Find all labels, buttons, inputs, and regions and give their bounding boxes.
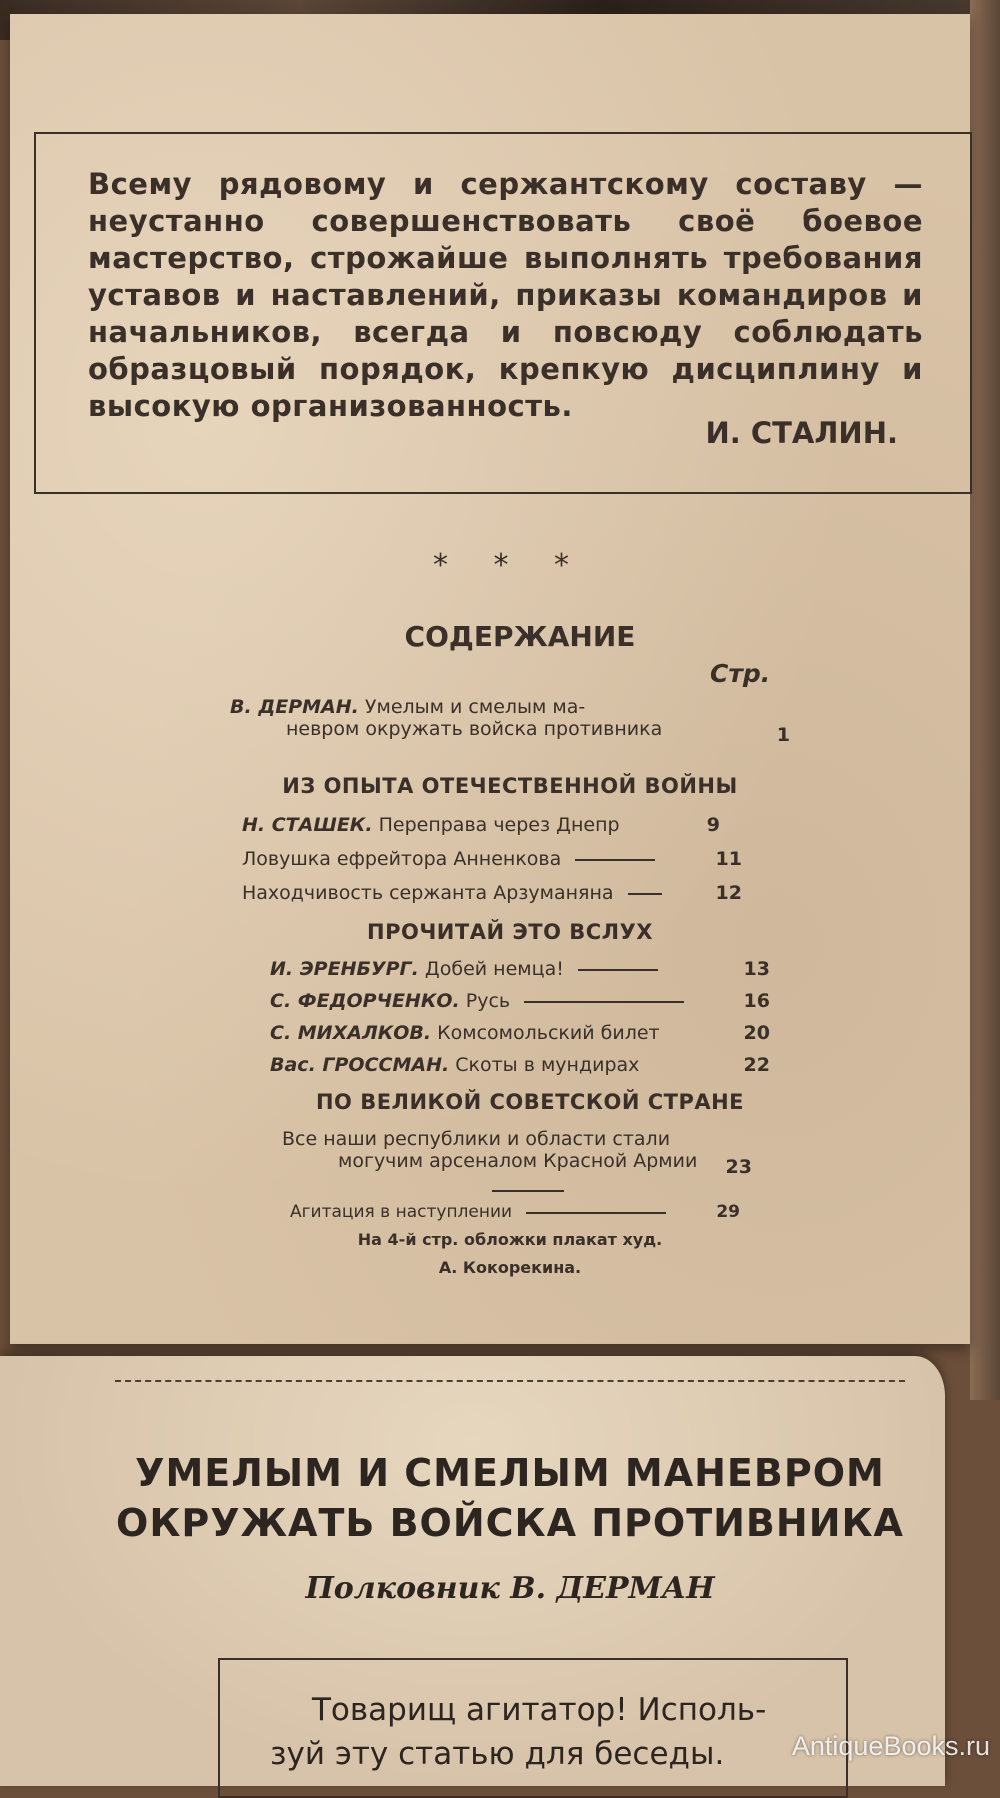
- agitator-box: [218, 1658, 848, 1798]
- toc-entry: [282, 1128, 752, 1178]
- contents-title: СОДЕРЖАНИЕ: [404, 620, 636, 653]
- toc-entry: [242, 848, 790, 870]
- toc-author: С. МИХАЛКОВ.: [270, 1022, 432, 1044]
- toc-page: 16: [743, 990, 770, 1012]
- toc-author: С. ФЕДОРЧЕНКО.: [270, 990, 460, 1012]
- toc-title: Все наши республики и области стали: [282, 1128, 671, 1150]
- book-edge: [970, 0, 1000, 1400]
- toc-leader: [575, 858, 655, 861]
- cover-note-artist: А. Кокорекина.: [438, 1258, 582, 1277]
- toc-author: В. ДЕРМАН.: [230, 696, 359, 718]
- divider: [492, 1190, 564, 1192]
- toc-page: 20: [743, 1022, 770, 1044]
- toc-page: 1: [776, 724, 790, 746]
- top-page: [10, 14, 970, 1344]
- toc-page: 11: [715, 848, 742, 870]
- toc-author: И. ЭРЕНБУРГ.: [270, 958, 419, 980]
- toc-page: 22: [743, 1054, 770, 1076]
- agitator-line2: зуй эту статью для беседы.: [270, 1736, 725, 1772]
- section-heading: ПРОЧИТАЙ ЭТО ВСЛУХ: [367, 920, 653, 944]
- toc-title: Умелым и смелым ма-: [364, 696, 586, 718]
- toc-entry: [270, 990, 770, 1012]
- toc-title: Русь: [465, 990, 511, 1012]
- toc-title: Переправа через Днепр: [378, 814, 620, 836]
- toc-entry: [242, 882, 790, 904]
- agitator-text: [270, 1688, 830, 1776]
- toc-entry: [230, 696, 790, 746]
- toc-title: Агитация в наступлении: [290, 1202, 513, 1222]
- toc-page: 29: [716, 1202, 740, 1222]
- toc-page: 9: [706, 814, 720, 836]
- article-author: Полковник В. ДЕРМАН: [305, 1571, 715, 1606]
- toc-leader: [628, 892, 662, 895]
- article-title-line2: ОКРУЖАТЬ ВОЙСКА ПРОТИВНИКА: [116, 1501, 904, 1545]
- toc-title: Скоты в мундирах: [455, 1054, 640, 1076]
- toc-page: 13: [743, 958, 770, 980]
- watermark: AntiqueBooks.ru: [791, 1731, 990, 1761]
- toc-entry: [242, 814, 790, 836]
- stars-separator: * * *: [432, 548, 588, 583]
- page-rule: [115, 1380, 905, 1382]
- toc-title-continued: могучим арсеналом Красной Армии: [338, 1150, 698, 1172]
- page-column-label: Стр.: [710, 659, 771, 688]
- toc-title-continued: невром окружать войска противника: [286, 718, 663, 740]
- toc-entry: [270, 958, 770, 980]
- toc-entry: [270, 1022, 770, 1044]
- article-title-line1: УМЕЛЫМ И СМЕЛЫМ МАНЕВРОМ: [135, 1451, 885, 1495]
- toc-author: Вас. ГРОССМАН.: [270, 1054, 450, 1076]
- toc-page: 23: [725, 1156, 752, 1178]
- agitator-line1: Товарищ агитатор! Исполь-: [312, 1692, 767, 1728]
- toc-title: Находчивость сержанта Арзуманяна: [242, 882, 614, 904]
- toc-author: Н. СТАШЕК.: [242, 814, 373, 836]
- quote-box: [34, 132, 972, 494]
- toc-title: Ловушка ефрейтора Анненкова: [242, 848, 562, 870]
- toc-entry: [290, 1202, 740, 1222]
- toc-title: Добей немца!: [424, 958, 564, 980]
- bottom-page: [0, 1356, 945, 1786]
- cover-note: На 4-й стр. обложки плакат худ.: [357, 1230, 663, 1249]
- section-heading: ИЗ ОПЫТА ОТЕЧЕСТВЕННОЙ ВОЙНЫ: [282, 774, 738, 798]
- article-title: [100, 1448, 920, 1548]
- quote-author: И. СТАЛИН.: [705, 416, 898, 450]
- toc-leader: [524, 1000, 684, 1003]
- section-heading: ПО ВЕЛИКОЙ СОВЕТСКОЙ СТРАНЕ: [315, 1090, 745, 1114]
- toc-leader: [578, 968, 658, 971]
- toc-title: Комсомольский билет: [437, 1022, 660, 1044]
- toc-entry: [270, 1054, 770, 1076]
- toc-page: 12: [715, 882, 742, 904]
- toc-leader: [526, 1211, 666, 1214]
- quote-text: Всему рядовому и сержантскому составу — неустанно совершенствовать своё боевое мастерство, строжайше выполнять требования уставов и наставлений, приказы командиров и начальников, всегда и повсюду соблюдать образцовый порядок, крепкую дисциплину и высокую организованность.: [88, 167, 923, 423]
